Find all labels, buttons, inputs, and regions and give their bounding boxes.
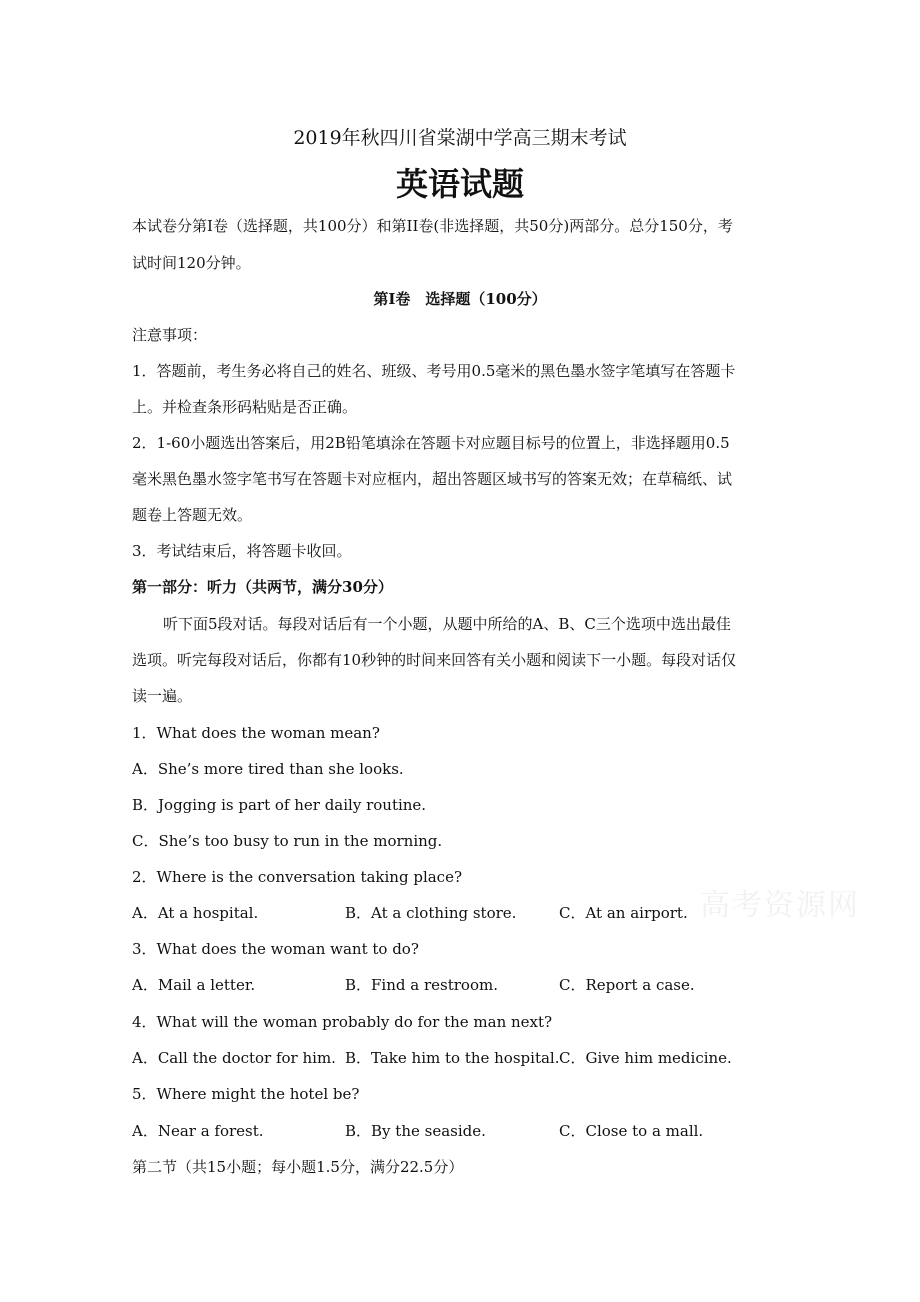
question-2-option-a: A．At a hospital. xyxy=(132,904,259,922)
question-2-option-b: B．At a clothing store. xyxy=(345,904,517,922)
question-1-option-b: B．Jogging is part of her daily routine. xyxy=(132,796,427,814)
exam-title: 英语试题 xyxy=(395,165,524,203)
question-3-stem: 3．What does the woman want to do? xyxy=(132,940,419,958)
part-1-heading: 第一部分：听力（共两节，满分30分） xyxy=(132,578,393,596)
part-1-instruction: 读一遍。 xyxy=(132,687,193,705)
question-4-stem: 4．What will the woman probably do for the man next? xyxy=(132,1013,553,1031)
question-5-option-c: C．Close to a mall. xyxy=(559,1122,704,1140)
question-2-stem: 2．Where is the conversation taking place? xyxy=(132,868,463,886)
question-2-option-c: C．At an airport. xyxy=(559,904,688,922)
question-3-option-b: B．Find a restroom. xyxy=(345,976,498,994)
part-1-instruction: 选项。听完每段对话后，你都有10秒钟的时间来回答有关小题和阅读下一小题。每段对话仅 xyxy=(132,651,737,669)
note-line: 毫米黑色墨水签字笔书写在答题卡对应框内，超出答题区域书写的答案无效；在草稿纸、试 xyxy=(132,470,733,488)
question-1-stem: 1．What does the woman mean? xyxy=(132,724,380,742)
note-line: 题卷上答题无效。 xyxy=(132,506,253,524)
note-line: 上。并检查条形码粘贴是否正确。 xyxy=(132,398,358,416)
question-3-option-c: C．Report a case. xyxy=(559,976,695,994)
question-4-option-c: C．Give him medicine. xyxy=(559,1049,732,1067)
question-1-option-a: A．She’s more tired than she looks. xyxy=(132,760,404,778)
intro-line-2: 试时间120分钟。 xyxy=(132,254,251,272)
question-5-stem: 5．Where might the hotel be? xyxy=(132,1085,360,1103)
note-line: 2．1-60小题选出答案后，用2B铅笔填涂在答题卡对应题目标号的位置上，非选择题用0.5 xyxy=(132,434,730,452)
question-5-option-b: B．By the seaside. xyxy=(345,1122,486,1140)
section-1-heading: 第I卷 选择题（100分） xyxy=(373,290,547,308)
notes-heading: 注意事项： xyxy=(132,326,208,344)
watermark: 高考资源网 xyxy=(700,888,860,923)
note-line: 1．答题前，考生务必将自己的姓名、班级、考号用0.5毫米的黑色墨水签字笔填写在答题卡 xyxy=(132,362,736,380)
question-1-option-c: C．She’s too busy to run in the morning. xyxy=(132,832,443,850)
question-5-option-a: A．Near a forest. xyxy=(132,1122,264,1140)
question-3-option-a: A．Mail a letter. xyxy=(132,976,256,994)
note-line: 3．考试结束后，将答题卡收回。 xyxy=(132,542,352,560)
question-4-option-a: A．Call the doctor for him. xyxy=(132,1049,336,1067)
question-4-option-b: B．Take him to the hospital. xyxy=(345,1049,560,1067)
section-2-heading: 第二节（共15小题；每小题1.5分，满分22.5分） xyxy=(132,1158,464,1176)
intro-line-1: 本试卷分第I卷（选择题，共100分）和第II卷(非选择题，共50分)两部分。总分150分，考 xyxy=(132,217,733,235)
exam-subtitle: 2019年秋四川省棠湖中学高三期末考试 xyxy=(293,127,627,149)
part-1-instruction: 听下面5段对话。每段对话后有一个小题，从题中所给的A、B、C三个选项中选出最佳 xyxy=(163,615,731,633)
